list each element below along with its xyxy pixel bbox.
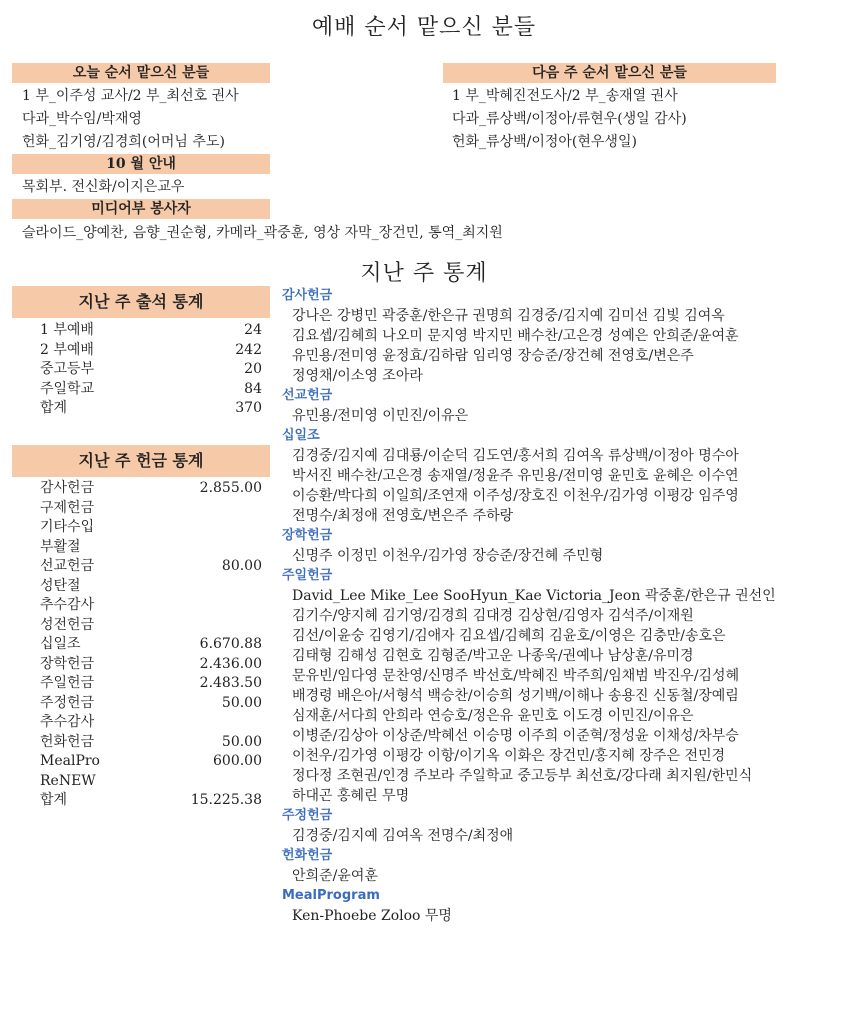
october-header: 10 월 안내	[12, 154, 270, 174]
table-row	[40, 595, 262, 615]
donor-line: 김기수/양지혜 김기영/김경희 김대경 김상현/김영자 김석주/이재원	[292, 608, 694, 624]
donor-line: 이천우/김가영 이평강 이항/이기옥 이화은 장건민/홍지혜 장주은 전민경	[292, 748, 726, 764]
table-row	[40, 556, 262, 576]
next-week-line: 1 부_박혜진전도사/2 부_송재열 권사	[452, 88, 678, 104]
stats-title: 지난 주 통계	[360, 261, 488, 286]
row-label: 2 부예배	[40, 341, 94, 358]
table-row	[40, 517, 262, 537]
row-value: 50.00	[221, 733, 262, 750]
table-row	[40, 478, 262, 498]
next-week-header: 다음 주 순서 맡으신 분들	[443, 63, 776, 83]
row-label: 주정헌금	[40, 694, 95, 711]
donor-line: 박서진 배수찬/고은경 송재열/정윤주 유민용/전미영 윤민호 윤혜은 이수연	[292, 468, 739, 484]
donor-line: 하대곤 홍혜린 무명	[292, 788, 410, 804]
row-value: 15.225.38	[190, 792, 262, 808]
table-row	[40, 498, 262, 518]
table-row	[40, 732, 262, 752]
page-title: 예배 순서 맡으신 분들	[311, 15, 537, 40]
row-value: 2.855.00	[199, 480, 262, 496]
row-value: 84	[244, 380, 262, 397]
donor-line: 유민용/전미영 이민진/이유은	[292, 408, 469, 424]
donor-heading: 헌화헌금	[282, 848, 333, 863]
donor-line: 이승환/박다희 이일희/조연재 이주성/장호진 이천우/김가영 이평강 임주영	[292, 488, 739, 504]
donor-line: 김경중/김지예 김대룡/이순덕 김도연/홍서희 김여옥 류상백/이정아 명수아	[292, 448, 739, 464]
row-value: 600.00	[213, 753, 262, 769]
row-value: 2.436.00	[199, 655, 262, 672]
donor-line: 문유빈/임다영 문찬영/신명주 박선호/박혜진 박주희/임채범 박진우/김성혜	[292, 668, 740, 684]
row-value: 50.00	[221, 694, 262, 711]
row-value: 2.483.50	[199, 675, 262, 691]
row-value: 24	[244, 322, 262, 338]
row-value: 20	[244, 361, 262, 377]
donor-line: 강나은 강병민 곽중훈/한은규 권명희 김경중/김지예 김미선 김빛 김여옥	[292, 308, 725, 324]
row-label: 성탄절	[40, 577, 81, 594]
table-row	[40, 537, 262, 557]
table-row	[40, 615, 262, 635]
row-value: 242	[235, 341, 262, 358]
media-header: 미디어부 봉사자	[12, 199, 270, 219]
donor-line: 배경령 배은아/서형석 백승찬/이승희 성기백/이해나 송용진 신동철/장예림	[292, 688, 739, 704]
donor-heading: 장학헌금	[282, 528, 333, 543]
donor-line: 김경중/김지예 김여옥 전명수/최정애	[292, 828, 514, 844]
donor-line: 김요셉/김혜희 나오미 문지영 박지민 배수찬/고은경 성예은 안희준/윤여훈	[292, 328, 739, 344]
row-label: 합계	[40, 792, 68, 808]
table-row	[40, 398, 262, 418]
donor-list	[282, 286, 842, 926]
row-label: 십일조	[40, 636, 81, 652]
next-week-line: 헌화_류상백/이정아(현우생일)	[452, 134, 637, 150]
donor-line: 정영채/이소영 조아라	[292, 368, 423, 384]
row-value: 6.670.88	[199, 636, 262, 652]
row-label: 중고등부	[40, 361, 95, 377]
table-row	[40, 712, 262, 732]
donor-line: 안희준/윤여훈	[292, 868, 378, 884]
row-label: 추수감사	[40, 714, 95, 730]
table-row	[40, 673, 262, 693]
donor-line: David_Lee Mike_Lee SooHyun_Kae Victoria_Jeon 곽중훈/한은규 권선인	[292, 588, 776, 604]
row-label: 합계	[40, 400, 68, 416]
row-label: 기타수입	[40, 519, 95, 535]
donor-heading: MealProgram	[282, 888, 380, 903]
table-row	[40, 340, 262, 360]
donor-line: 정다정 조현권/인경 주보라 주일학교 중고등부 최선호/강다래 최지원/한민식	[292, 768, 753, 784]
donor-line: 전명수/최정애 전영호/변은주 주하랑	[292, 508, 514, 524]
next-week-line: 다과_류상백/이정아/류현우(생일 감사)	[452, 111, 687, 127]
attendance-header: 지난 주 출석 통계	[12, 286, 270, 318]
media-text: 슬라이드_양예찬, 음향_권순형, 카메라_곽중훈, 영상 자막_장건민, 통역_최지원	[22, 225, 503, 241]
row-label: 주일학교	[40, 380, 95, 397]
row-label: 선교헌금	[40, 558, 95, 574]
table-row	[40, 634, 262, 654]
row-label: 1 부예배	[40, 322, 94, 338]
october-text: 목회부. 전신화/이지은교우	[22, 179, 185, 195]
donor-heading: 감사헌금	[282, 288, 333, 303]
table-row	[40, 379, 262, 399]
row-label: 헌화헌금	[40, 733, 95, 750]
row-label: 주일헌금	[40, 675, 95, 691]
row-value: 370	[235, 400, 262, 416]
row-label: 구제헌금	[40, 499, 95, 516]
donor-line: 심재훈/서다희 안희라 연승호/정은유 윤민호 이도경 이민진/이유은	[292, 708, 694, 724]
donor-line: 유민용/전미영 윤정효/김하람 임리영 장승준/장건혜 전영호/변은주	[292, 348, 694, 364]
donor-line: Ken-Phoebe Zoloo 무명	[292, 908, 452, 924]
offering-header: 지난 주 헌금 통계	[12, 445, 270, 477]
table-row	[40, 771, 262, 791]
row-label: 장학헌금	[40, 655, 95, 672]
donor-line: 김태형 김해성 김현호 김형준/박고운 나종욱/권예나 남상훈/유미경	[292, 648, 694, 664]
today-line: 1 부_이주성 교사/2 부_최선호 권사	[22, 88, 239, 104]
row-label: MealPro	[40, 753, 100, 769]
donor-line: 신명주 이정민 이천우/김가영 장승준/장건혜 주민형	[292, 548, 604, 564]
donor-heading: 주정헌금	[282, 808, 333, 823]
donor-heading: 주일헌금	[282, 568, 333, 583]
today-line: 다과_박수임/박재영	[22, 111, 142, 127]
table-row	[40, 693, 262, 713]
row-label: ReNEW	[40, 772, 96, 789]
table-row	[40, 654, 262, 674]
table-row	[40, 576, 262, 596]
table-row	[40, 751, 262, 771]
table-row	[40, 790, 262, 810]
row-label: 감사헌금	[40, 480, 95, 496]
table-row	[40, 320, 262, 340]
row-value: 80.00	[221, 558, 262, 574]
today-line: 헌화_김기영/김경희(어머님 추도)	[22, 134, 225, 150]
donor-heading: 선교헌금	[282, 388, 333, 403]
row-label: 부활절	[40, 538, 81, 555]
donor-line: 이병준/김상아 이상준/박혜선 이승명 이주희 이준혁/정성윤 이채성/차부승	[292, 728, 739, 744]
table-row	[40, 359, 262, 379]
donor-line: 김선/이윤숭 김영기/김애자 김요셉/김혜희 김윤호/이영은 김충만/송호은	[292, 628, 726, 644]
today-header: 오늘 순서 맡으신 분들	[12, 63, 270, 83]
donor-heading: 십일조	[282, 428, 320, 443]
row-label: 추수감사	[40, 597, 95, 613]
row-label: 성전헌금	[40, 616, 95, 633]
